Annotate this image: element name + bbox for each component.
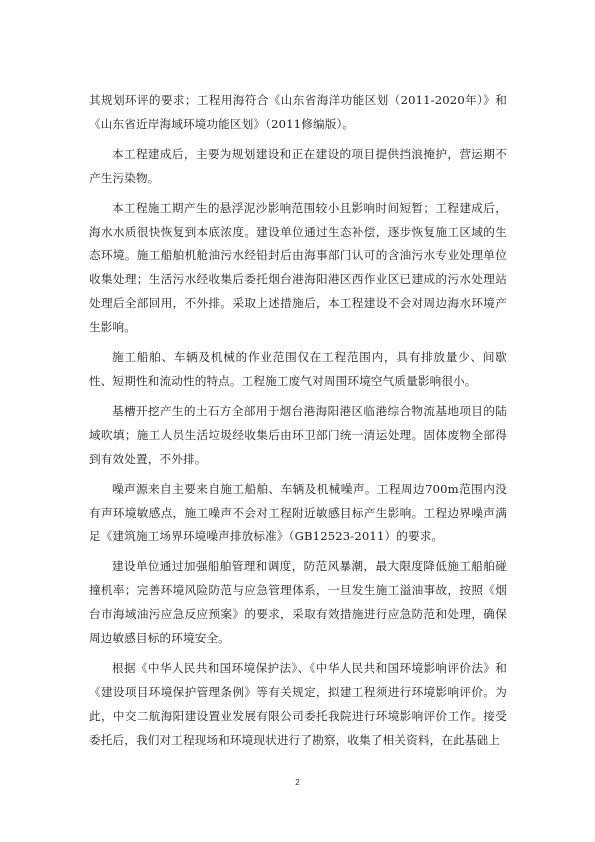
paragraph-solid-waste: 基槽开挖产生的土石方全部用于烟台港海阳港区临港综合物流基地项目的陆域吹填；施工人员生活垃圾经收集后由环卫部门统一清运处理。固体废物全部得到有效处置，不外排。 bbox=[89, 403, 507, 466]
paragraph-air-environment: 施工船舶、车辆及机械的作业范围仅在工程范围内，具有排放量少、间歇性、短期性和流动性的特点。工程施工废气对周围环境空气质量影响很小。 bbox=[89, 350, 507, 388]
paragraph-noise: 噪声源来自主要来自施工船舶、车辆及机械噪声。工程周边700m范围内没有声环境敏感点，施工噪声不会对工程附近敏感目标产生影响。工程边界噪声满足《建筑施工场界环境噪声排放标准》（GB12523-2011）的要求。 bbox=[89, 481, 507, 544]
paragraph-operation-period: 本工程建成后，主要为规划建设和正在建设的项目提供挡浪掩护，营运期不产生污染物。 bbox=[89, 146, 507, 185]
page-body bbox=[89, 89, 507, 759]
paragraph-planning-compliance: 其规划环评的要求；工程用海符合《山东省海洋功能区划（2011-2020年）》和《山东省近岸海域环境功能区划》（2011修编版）。 bbox=[89, 93, 507, 131]
paragraph-assessment-basis: 根据《中华人民共和国环境保护法》、《中华人民共和国环境影响评价法》和《建设项目环境保护管理条例》等有关规定，拟建工程须进行环境影响评价。为此，中交二航海阳建设置业发展有限公司委托我院进行环境影响评价工作。接受委托后，我们对工程现场和环境现状进行了勘察，收集了相关资料，在此基础上 bbox=[89, 660, 507, 747]
page-number: 2 bbox=[295, 778, 300, 787]
paragraph-environmental-risk: 建设单位通过加强船舶管理和调度，防范风暴潮，最大限度降低施工船舶碰撞机率；完善环境风险防范与应急管理体系，一旦发生施工溢油事故，按照《烟台市海域油污应急反应预案》的要求，采取有效措施进行应急防范和处理，确保周边敏感目标的环境安全。 bbox=[89, 559, 507, 646]
paragraph-water-environment: 本工程施工期产生的悬浮泥沙影响范围较小且影响时间短暂；工程建成后，海水水质很快恢复到本底浓度。建设单位通过生态补偿，逐步恢复施工区域的生态环境。施工船舶机舱油污水经铅封后由海事部门认可的含油污水专业处理单位收集处理；生活污水经收集后委托烟台港海阳港区西作业区已建成的污水处理站处理后全部回用，不外排。采取上述措施后，本工程建设不会对周边海水环境产生影响。 bbox=[89, 200, 507, 335]
